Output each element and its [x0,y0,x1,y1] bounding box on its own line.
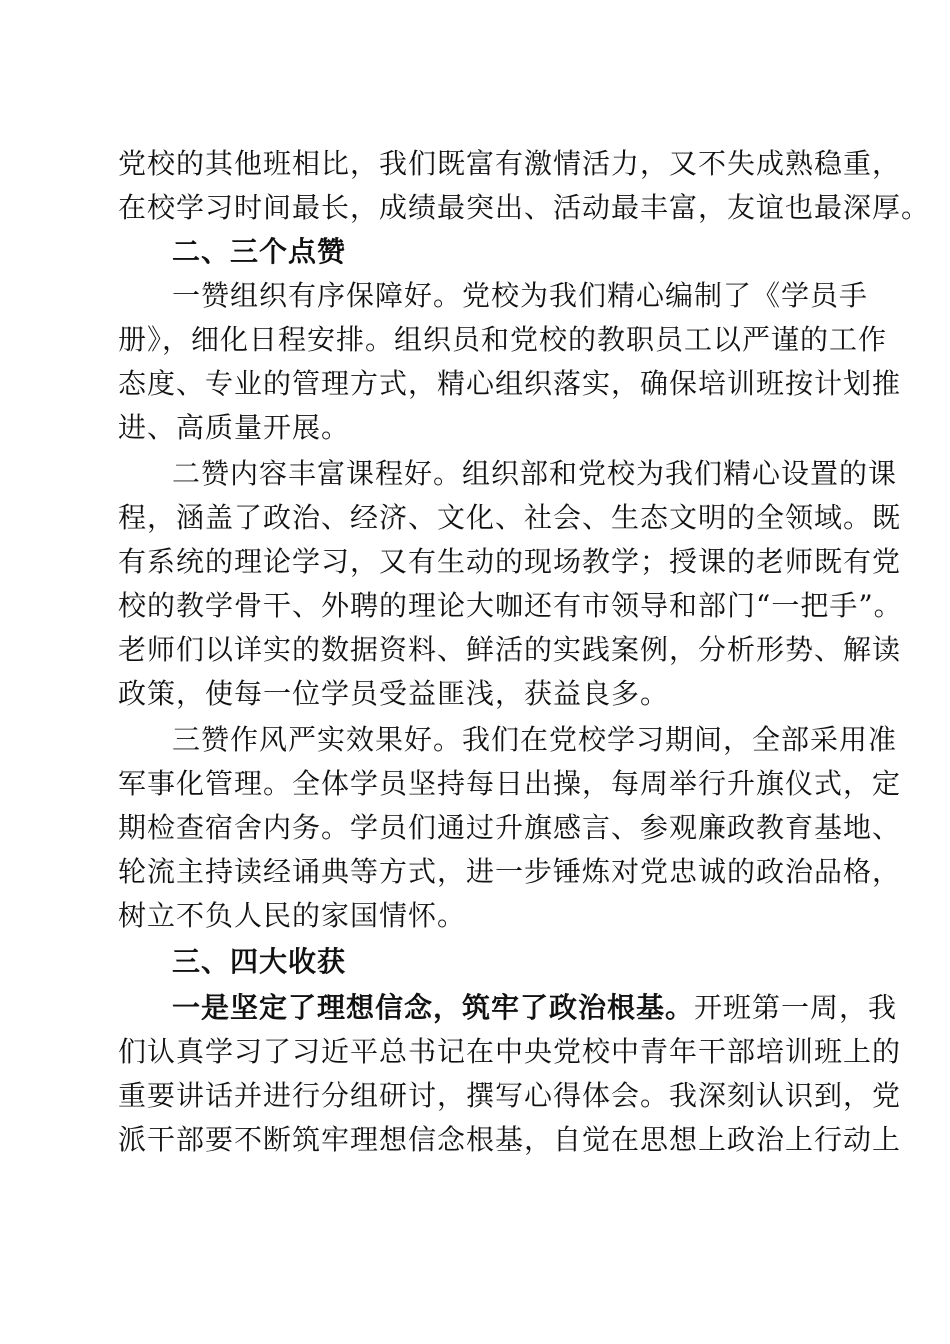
paragraph-line: 程，涵盖了政治、经济、文化、社会、生态文明的全领域。既 [118,501,902,534]
paragraph-line: 党校的其他班相比，我们既富有激情活力，又不失成熟稳重， [118,147,902,180]
paragraph-line: 有系统的理论学习，又有生动的现场教学；授课的老师既有党 [118,545,902,578]
paragraph-text: 开班第一周，我 [694,991,898,1024]
paragraph-line: 进、高质量开展。 [118,411,351,444]
paragraph-line: 册》，细化日程安排。组织员和党校的教职员工以严谨的工作 [118,323,888,356]
paragraph-line: 重要讲话并进行分组研讨，撰写心得体会。我深刻认识到，党 [118,1079,902,1112]
paragraph-line: 轮流主持读经诵典等方式，进一步锤炼对党忠诚的政治品格， [118,855,902,888]
paragraph-line: 树立不负人民的家国情怀。 [118,899,467,932]
paragraph-line: 二赞内容丰富课程好。组织部和党校为我们精心设置的课 [172,457,898,490]
section-heading: 三、四大收获 [172,945,347,978]
bold-lead-phrase: 一是坚定了理想信念，筑牢了政治根基。 [172,991,695,1024]
paragraph-line: 校的教学骨干、外聘的理论大咖还有市领导和部门“一把手”。 [118,589,903,622]
paragraph-line: 派干部要不断筑牢理想信念根基，自觉在思想上政治上行动上 [118,1123,902,1156]
paragraph-line: 们认真学习了习近平总书记在中央党校中青年干部培训班上的 [118,1035,902,1068]
paragraph-line: 三赞作风严实效果好。我们在党校学习期间，全部采用准 [172,723,898,756]
paragraph-line [172,986,898,1030]
paragraph-line: 政策，使每一位学员受益匪浅，获益良多。 [118,677,670,710]
paragraph-line: 态度、专业的管理方式，精心组织落实，确保培训班按计划推 [118,367,902,400]
paragraph-line: 老师们以详实的数据资料、鲜活的实践案例，分析形势、解读 [118,633,902,666]
paragraph-line: 期检查宿舍内务。学员们通过升旗感言、参观廉政教育基地、 [118,811,902,844]
section-heading: 二、三个点赞 [172,235,347,268]
paragraph-line: 一赞组织有序保障好。党校为我们精心编制了《学员手 [172,279,869,312]
paragraph-line: 军事化管理。全体学员坚持每日出操，每周举行升旗仪式，定 [118,767,902,800]
paragraph-line: 在校学习时间最长，成绩最突出、活动最丰富，友谊也最深厚。 [118,191,931,224]
